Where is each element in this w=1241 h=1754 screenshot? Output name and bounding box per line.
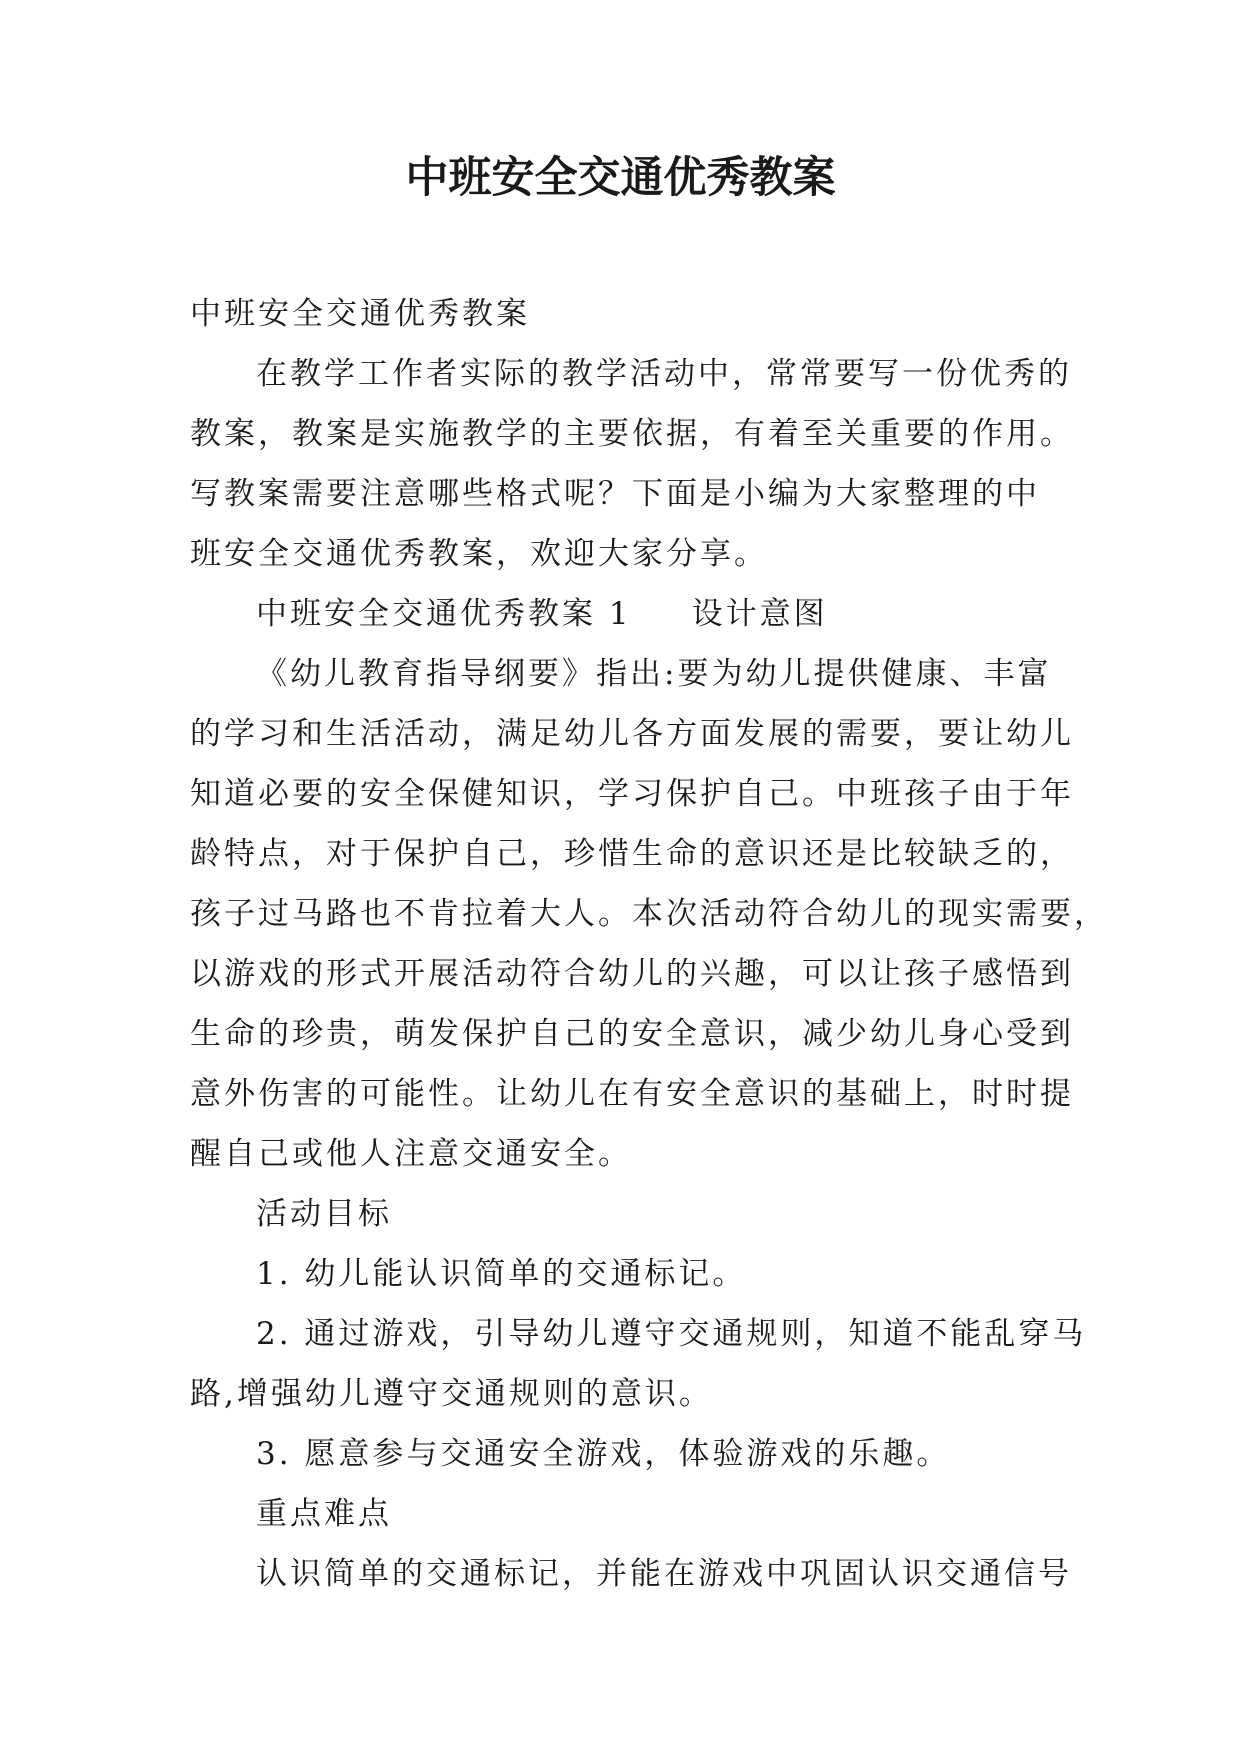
section-title: 中班安全交通优秀教案 1	[256, 596, 632, 632]
section-subheading: 设计意图	[691, 596, 828, 632]
paragraph-line: 《幼儿教育指导纲要》指出:要为幼儿提供健康、丰富	[256, 656, 1052, 692]
paragraph-line: 醒自己或他人注意交通安全。	[190, 1136, 632, 1172]
list-item: 2. 通过游戏，引导幼儿遵守交通规则，知道不能乱穿马	[256, 1316, 1087, 1352]
list-item: 1. 幼儿能认识简单的交通标记。	[256, 1256, 747, 1292]
paragraph-line: 班安全交通优秀教案，欢迎大家分享。	[190, 536, 768, 572]
paragraph-line: 生命的珍贵，萌发保护自己的安全意识，减少幼儿身心受到	[190, 1016, 1074, 1052]
section-heading: 重点难点	[256, 1496, 392, 1532]
intro-subtitle: 中班安全交通优秀教案	[190, 296, 530, 332]
document-body	[190, 284, 1108, 1604]
paragraph-line: 写教案需要注意哪些格式呢？下面是小编为大家整理的中	[190, 476, 1040, 512]
paragraph-line: 的学习和生活活动，满足幼儿各方面发展的需要，要让幼儿	[190, 716, 1074, 752]
section-heading: 活动目标	[256, 1196, 392, 1232]
paragraph-line: 龄特点，对于保护自己，珍惜生命的意识还是比较缺乏的，	[190, 836, 1074, 872]
section-heading-row	[190, 584, 1070, 644]
paragraph-line: 孩子过马路也不肯拉着大人。本次活动符合幼儿的现实需要，	[190, 896, 1108, 932]
paragraph-line: 意外伤害的可能性。让幼儿在有安全意识的基础上，时时提	[190, 1076, 1074, 1112]
paragraph-line: 教案，教案是实施教学的主要依据，有着至关重要的作用。	[190, 416, 1074, 452]
paragraph-line: 以游戏的形式开展活动符合幼儿的兴趣，可以让孩子感悟到	[190, 956, 1074, 992]
list-item: 3. 愿意参与交通安全游戏，体验游戏的乐趣。	[256, 1436, 951, 1472]
list-item-continuation: 路,增强幼儿遵守交通规则的意识。	[190, 1376, 713, 1412]
paragraph-line: 认识简单的交通标记，并能在游戏中巩固认识交通信号	[256, 1556, 1072, 1592]
paragraph-line: 知道必要的安全保健知识，学习保护自己。中班孩子由于年	[190, 776, 1074, 812]
paragraph-line: 在教学工作者实际的教学活动中，常常要写一份优秀的	[256, 356, 1072, 392]
document-title: 中班安全交通优秀教案	[405, 153, 836, 203]
